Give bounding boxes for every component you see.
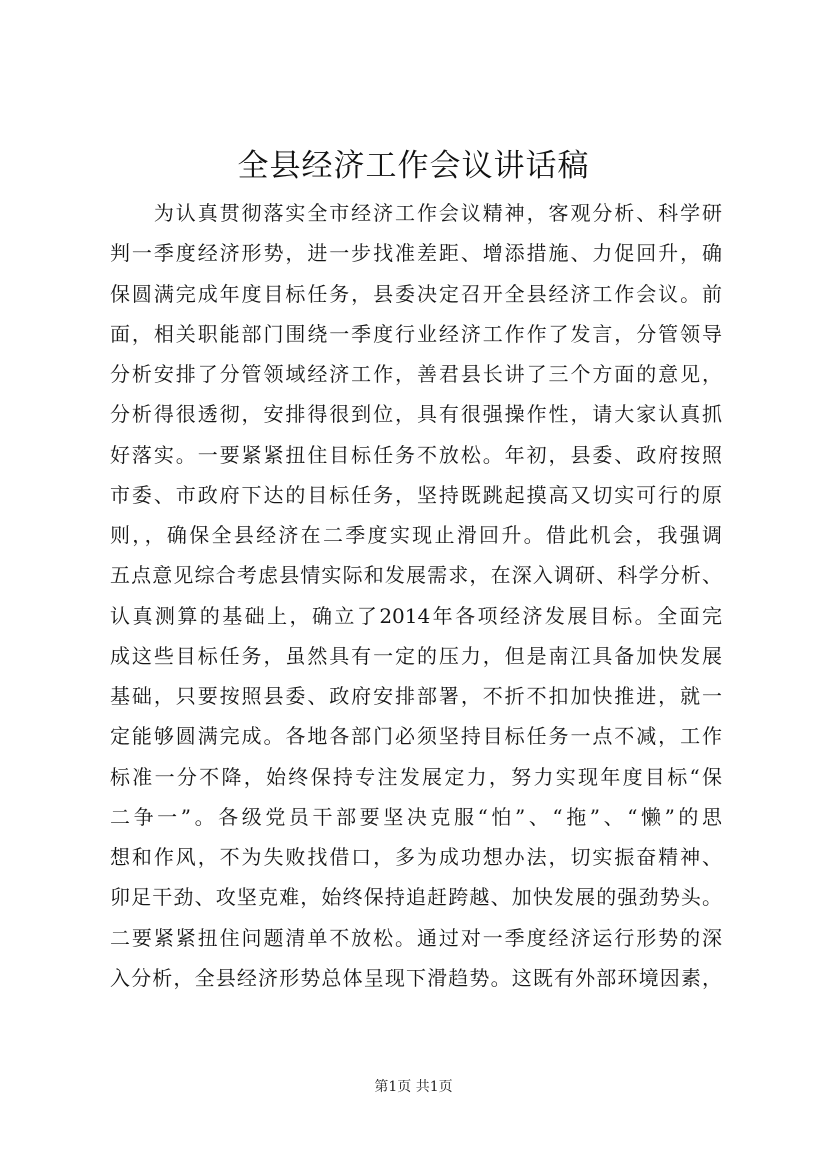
body-line: 二要紧紧扭住问题清单不放松。通过对一季度经济运行形势的深 [110,925,722,950]
body-line: 为认真贯彻落实全市经济工作会议精神，客观分析、科学研 [110,201,722,225]
body-line: 卯足干劲、攻坚克难，始终保持追赶跨越、加快发展的强劲势头。 [110,885,722,910]
body-line: 认真测算的基础上，确立了2014年各项经济发展目标。全面完 [110,603,722,628]
page-number-footer: 第1页 共1页 [374,1079,453,1095]
body-line: 分析得很透彻，安排得很到位，具有很强操作性，请大家认真抓 [110,402,722,427]
document-body [110,193,722,998]
body-line: 则，，确保全县经济在二季度实现止滑回升。借此机会，我强调 [110,523,722,547]
body-line: 入分析，全县经济形势总体呈现下滑趋势。这既有外部环境因素， [110,965,722,990]
body-line: 判一季度经济形势，进一步找准差距、增添措施、力促回升，确 [110,241,722,266]
body-line: 定能够圆满完成。各地各部门必须坚持目标任务一点不减，工作 [110,724,722,749]
body-line: 保圆满完成年度目标任务，县委决定召开全县经济工作会议。前 [110,281,722,306]
body-line: 面，相关职能部门围绕一季度行业经济工作作了发言，分管领导 [110,321,722,346]
page-title: 全县经济工作会议讲话稿 [237,148,590,184]
body-line: 好落实。一要紧紧扭住目标任务不放松。年初，县委、政府按照 [110,442,722,467]
body-line: 成这些目标任务，虽然具有一定的压力，但是南江具备加快发展 [110,643,722,668]
body-line: 市委、市政府下达的目标任务，坚持既跳起摸高又切实可行的原 [110,482,722,507]
body-line: 分析安排了分管领域经济工作，善君县长讲了三个方面的意见， [110,362,722,386]
body-line: 二争一”。各级党员干部要坚决克服“怕”、“拖”、“懒”的思 [110,804,722,829]
body-line: 想和作风，不为失败找借口，多为成功想办法，切实振奋精神、 [110,845,722,869]
body-line: 基础，只要按照县委、政府安排部署，不折不扣加快推进，就一 [110,684,722,708]
body-line: 五点意见综合考虑县情实际和发展需求，在深入调研、科学分析、 [110,563,722,588]
body-line: 标准一分不降，始终保持专注发展定力，努力实现年度目标“保 [110,764,722,789]
